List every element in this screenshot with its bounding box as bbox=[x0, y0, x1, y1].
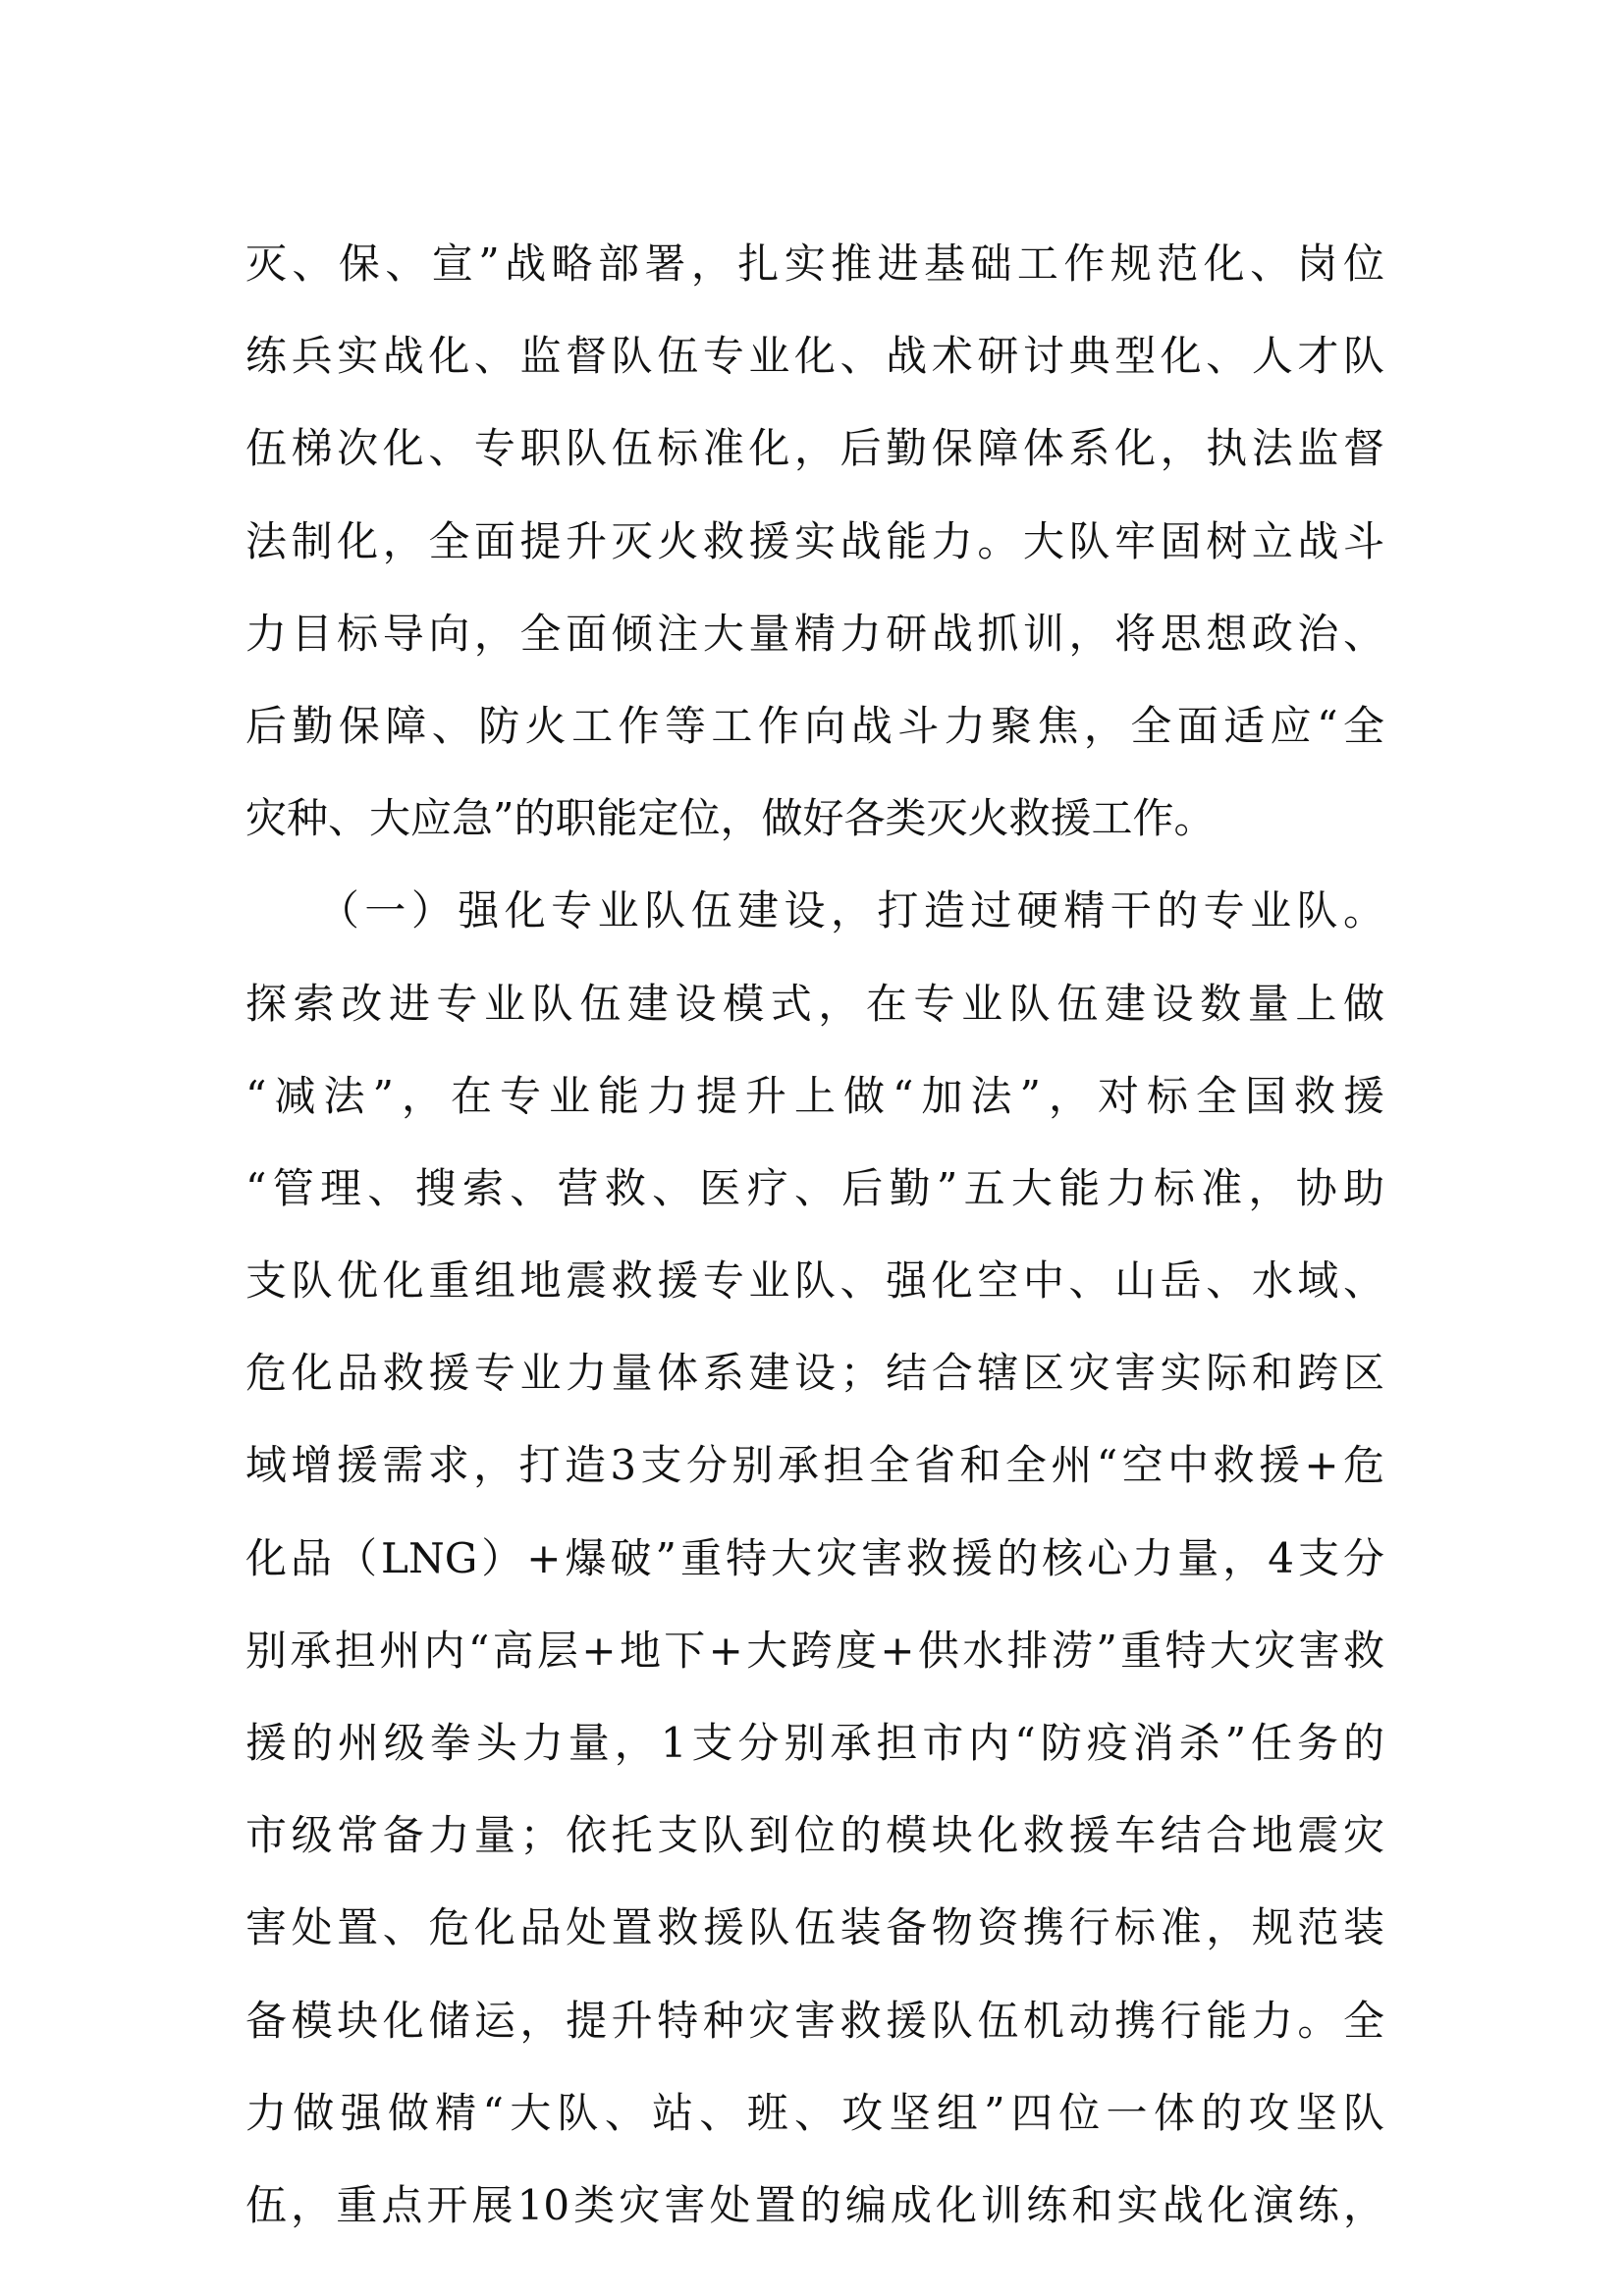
text-line: 市级常备力量；依托支队到位的模块化救援车结合地震灾 bbox=[245, 1811, 1384, 1860]
text-line: 伍，重点开展10类灾害处置的编成化训练和实战化演练， bbox=[245, 2180, 1384, 2229]
text-line: 力做强做精“大队、站、班、攻坚组”四位一体的攻坚队 bbox=[245, 2088, 1384, 2137]
text-line: 伍梯次化、专职队伍标准化，后勤保障体系化，执法监督 bbox=[245, 424, 1384, 473]
text-line: 援的州级拳头力量，1支分别承担市内“防疫消杀”任务的 bbox=[245, 1719, 1384, 1767]
text-line: 危化品救援专业力量体系建设；结合辖区灾害实际和跨区 bbox=[245, 1349, 1384, 1398]
text-line: 灾种、大应急”的职能定位，做好各类灭火救援工作。 bbox=[245, 794, 1216, 843]
text-line: 法制化，全面提升灭火救援实战能力。大队牢固树立战斗 bbox=[245, 516, 1384, 565]
text-line: “减法”，在专业能力提升上做“加法”，对标全国救援 bbox=[245, 1071, 1384, 1120]
text-line: 别承担州内“高层+地下+大跨度+供水排涝”重特大灾害救 bbox=[245, 1626, 1384, 1675]
section-heading-line: （一）强化专业队伍建设，打造过硬精干的专业队。 bbox=[245, 886, 1384, 935]
body-paragraphs bbox=[245, 218, 1384, 2252]
text-line: 化品（LNG）+爆破”重特大灾害救援的核心力量，4支分 bbox=[245, 1533, 1384, 1582]
text-line: 力目标导向，全面倾注大量精力研战抓训，将思想政治、 bbox=[245, 609, 1384, 658]
text-line: 备模块化储运，提升特种灾害救援队伍机动携行能力。全 bbox=[245, 1996, 1384, 2045]
text-line: 域增援需求，打造3支分别承担全省和全州“空中救援+危 bbox=[245, 1441, 1384, 1490]
text-line: “管理、搜索、营救、医疗、后勤”五大能力标准，协助 bbox=[245, 1163, 1384, 1212]
text-line: 支队优化重组地震救援专业队、强化空中、山岳、水域、 bbox=[245, 1256, 1384, 1306]
text-line: 练兵实战化、监督队伍专业化、战术研讨典型化、人才队 bbox=[245, 332, 1384, 381]
text-line: 后勤保障、防火工作等工作向战斗力聚焦，全面适应“全 bbox=[245, 701, 1384, 750]
text-line: 灭、保、宣”战略部署，扎实推进基础工作规范化、岗位 bbox=[245, 240, 1384, 288]
text-line: 探索改进专业队伍建设模式，在专业队伍建设数量上做 bbox=[245, 979, 1384, 1028]
text-line: 害处置、危化品处置救援队伍装备物资携行标准，规范装 bbox=[245, 1903, 1384, 1952]
